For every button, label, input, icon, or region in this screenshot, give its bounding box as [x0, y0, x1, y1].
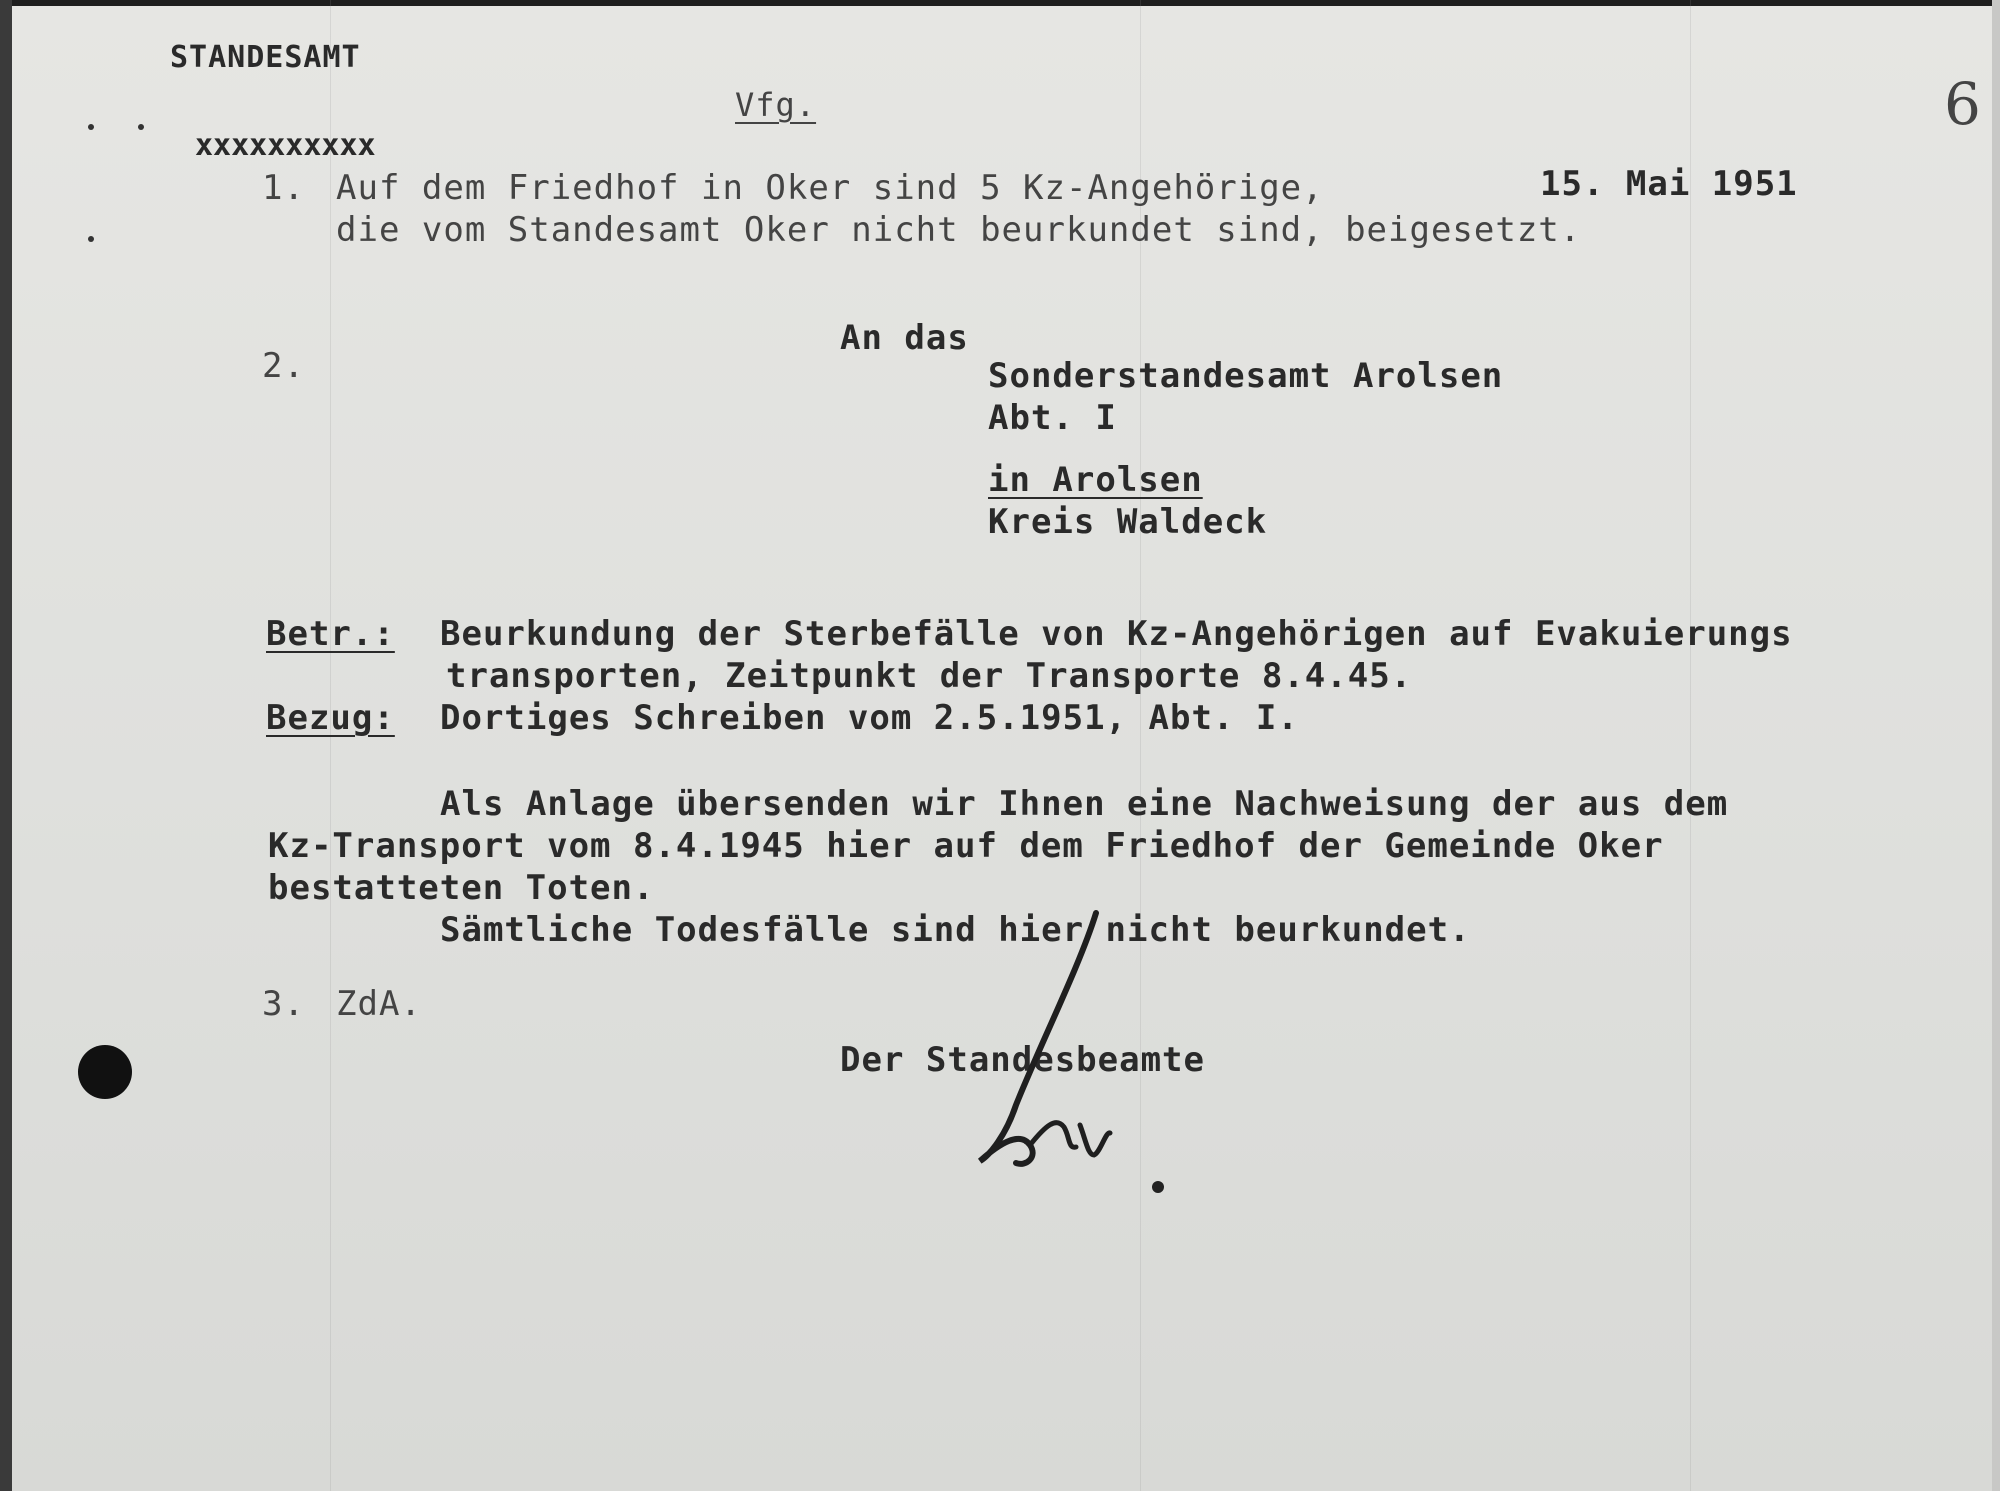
recipient-district: Kreis Waldeck	[988, 502, 1268, 542]
item1-line1: Auf dem Friedhof in Oker sind 5 Kz-Angehörige,	[336, 168, 1324, 208]
item1-line2: die vom Standesamt Oker nicht beurkundet sind, beigesetzt.	[336, 210, 1582, 250]
vfg-label: Vfg.	[735, 86, 817, 124]
body-line4: Sämtliche Todesfälle sind hier nicht beurkundet.	[440, 910, 1471, 950]
address-salutation: An das	[840, 318, 969, 358]
margin-dot	[88, 124, 94, 130]
item3-number: 3.	[262, 984, 305, 1024]
scan-border-top	[0, 0, 2000, 6]
scan-border-left	[0, 0, 12, 1491]
body-line1: Als Anlage übersenden wir Ihnen eine Nachweisung der aus dem	[440, 784, 1729, 824]
subject-label: Betr.:	[266, 614, 395, 654]
body-line2: Kz-Transport vom 8.4.1945 hier auf dem Friedhof der Gemeinde Oker	[268, 826, 1664, 866]
item2-number: 2.	[262, 346, 305, 386]
punch-hole	[78, 1045, 132, 1099]
scan-scratch	[1690, 0, 1691, 1491]
item1-number: 1.	[262, 168, 305, 208]
recipient-city: in Arolsen	[988, 460, 1203, 500]
margin-dot	[138, 124, 144, 130]
crossed-out-line: xxxxxxxxxx	[195, 128, 376, 163]
subject-line1: Beurkundung der Sterbefälle von Kz-Angehörigen auf Evakuierungs	[440, 614, 1793, 654]
recipient-department: Abt. I	[988, 398, 1117, 438]
recipient-name: Sonderstandesamt Arolsen	[988, 356, 1504, 396]
reference-text: Dortiges Schreiben vom 2.5.1951, Abt. I.	[440, 698, 1299, 738]
item3-text: ZdA.	[336, 984, 422, 1024]
scan-scratch	[330, 0, 331, 1491]
handwritten-signature	[960, 905, 1180, 1205]
page-number: 6	[1944, 70, 1981, 138]
office-heading: STANDESAMT	[170, 40, 361, 75]
reference-label: Bezug:	[266, 698, 395, 738]
subject-line2: transporten, Zeitpunkt der Transporte 8.4.45.	[446, 656, 1413, 696]
body-line3: bestatteten Toten.	[268, 868, 655, 908]
letter-date: 15. Mai 1951	[1540, 164, 1798, 204]
scan-border-right	[1992, 0, 2000, 1491]
margin-dot	[88, 236, 94, 242]
signatory-title: Der Standesbeamte	[840, 1040, 1205, 1080]
